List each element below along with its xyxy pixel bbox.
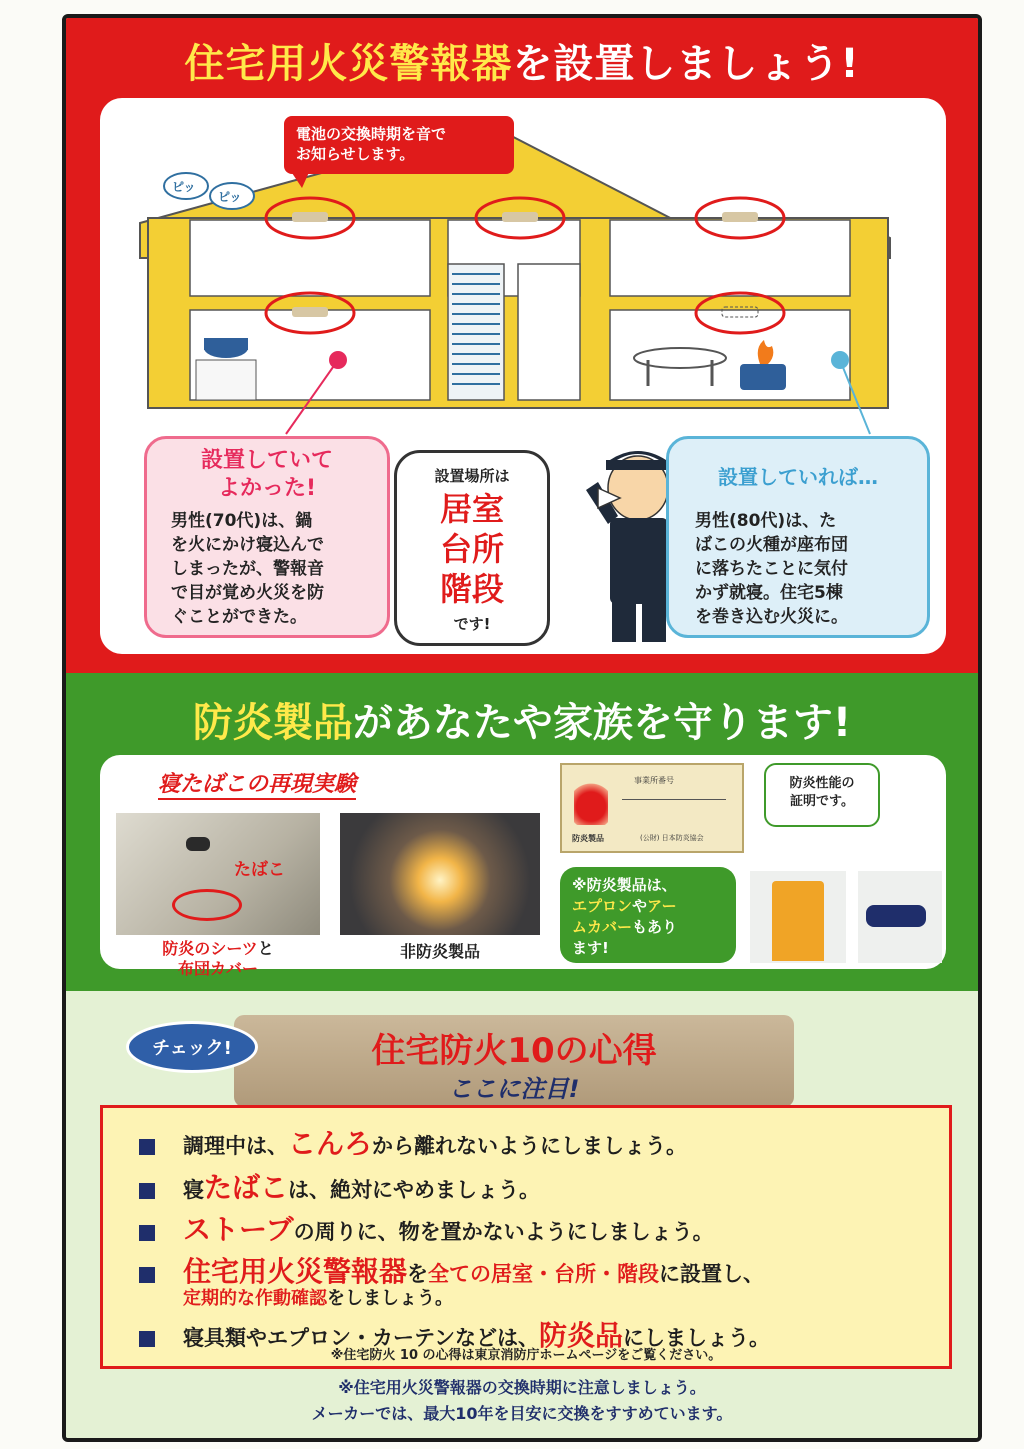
bullet-square-icon — [139, 1267, 155, 1283]
rule-5: 寝具類やエプロン・カーテンなどは、防炎品にしましょう。 — [139, 1314, 770, 1354]
apron-shape — [772, 881, 824, 961]
fire-prevention-section — [66, 991, 978, 1438]
caption-non-fireproof: 非防炎製品 — [399, 942, 480, 961]
scroll-banner — [234, 1015, 794, 1107]
beep-label-2: ピッ — [218, 190, 242, 204]
location-bubble: 設置場所は 居室 台所 階段 です! — [394, 450, 550, 646]
firefighter-figure — [586, 451, 670, 642]
smoke-alarm-panel — [100, 98, 946, 654]
rule-4: 住宅用火災警報器を全ての居室・台所・階段に設置し、 — [139, 1250, 764, 1290]
fireproof-section — [66, 673, 978, 991]
beep-label-1: ピッ — [172, 180, 196, 194]
footer-note: ※住宅用火災警報器の交換時期に注意しましょう。 メーカーでは、最大10年を目安に交換をすすめています。 — [311, 1378, 733, 1423]
good-case-box: 設置していて よかった! 男性(70代)は、鍋 を火にかけ寝込んで しまったが、警報音 で目が覚め火災を防 ぐことができた。 — [144, 436, 390, 638]
burn-mark — [186, 837, 210, 851]
rule-2: 寝たばこは、絶対にやめましょう。 — [139, 1166, 540, 1206]
battery-callout: 電池の交換時期を音で お知らせします。 — [284, 116, 514, 174]
bullet-square-icon — [139, 1183, 155, 1199]
smoke-alarm-title: 住宅用火災警報器を設置しましょう! — [184, 41, 860, 87]
place-living: 居室 — [439, 490, 504, 528]
apron-photo — [750, 871, 846, 963]
place-stairs: 階段 — [439, 570, 504, 608]
arm-cover-photo — [858, 871, 942, 963]
flame-mark-icon — [574, 779, 608, 825]
flyer-sheet — [62, 14, 982, 1442]
rule-1: 調理中は、こんろから離れないようにしましょう。 — [139, 1122, 687, 1162]
check-badge: チェック! — [126, 1021, 258, 1073]
rule-3: ストーブの周りに、物を置かないようにしましょう。 — [139, 1208, 714, 1248]
fireproof-title: 防炎製品があなたや家族を守ります! — [192, 700, 852, 746]
place-kitchen: 台所 — [439, 530, 504, 568]
non-fireproof-photo — [340, 813, 540, 935]
rule-4-line2: 定期的な作動確認をしましょう。 — [183, 1288, 453, 1309]
scroll-subtitle: ここに注目! — [448, 1075, 580, 1103]
caption-fireproof: 防炎のシーツと 布団カバー — [162, 939, 274, 978]
tabako-circle — [172, 889, 242, 921]
fireproof-panel — [100, 755, 946, 978]
bullet-square-icon — [139, 1225, 155, 1241]
tabako-label: たばこ — [234, 860, 285, 880]
rules-note: ※住宅防火 10 の心得は東京消防庁ホームページをご覧ください。 — [330, 1348, 722, 1363]
apron-note: ※防炎製品は、 エプロンやアー ムカバーもあり ます! — [560, 867, 736, 963]
fireproof-label-card: 事業所番号 防炎製品 (公財) 日本防炎協会 — [560, 763, 744, 853]
bullet-square-icon — [139, 1139, 155, 1155]
proof-bubble: 防炎性能の 証明です。 — [764, 763, 880, 827]
scroll-title: 住宅防火10の心得 — [371, 1031, 657, 1071]
fireproof-sheet-photo — [116, 813, 320, 935]
experiment-title: 寝たばこの再現実験 — [158, 767, 356, 800]
rules-box — [100, 1105, 952, 1369]
label-line — [622, 799, 726, 800]
bad-case-box: 設置していれば… 男性(80代)は、た ばこの火種が座布団 に落ちたことに気付 かず就寝。住宅5棟 を巻き込む火災に。 — [666, 436, 930, 638]
smoke-alarm-section — [66, 18, 978, 673]
arm-cover-shape — [866, 905, 926, 927]
